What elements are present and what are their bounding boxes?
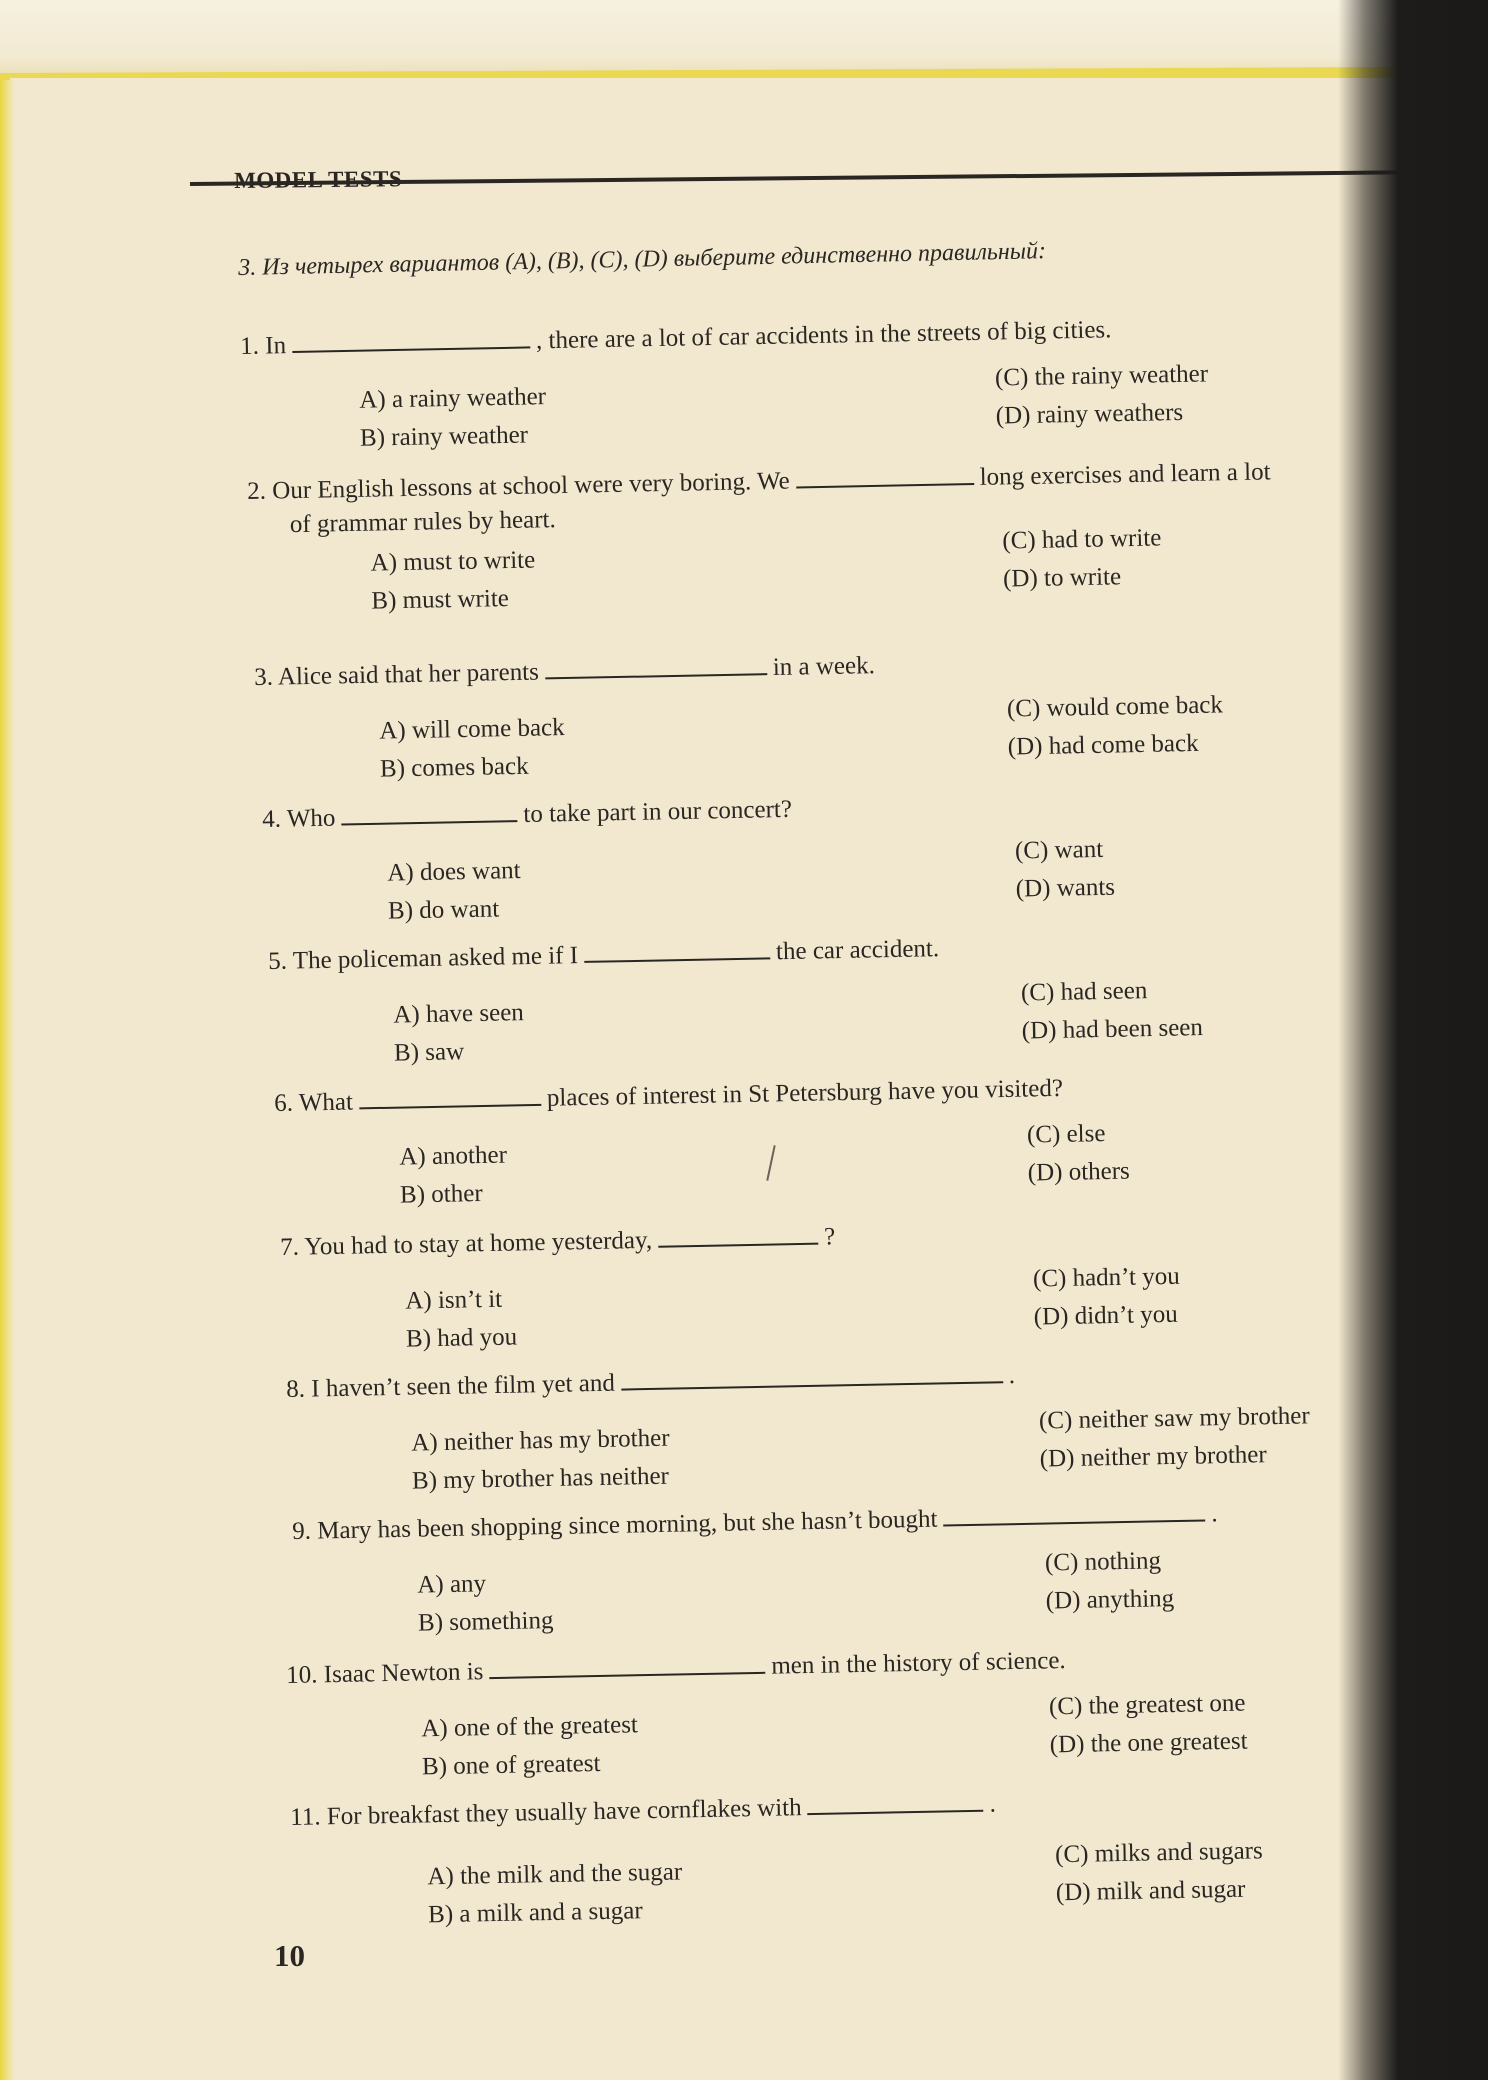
option-b: B) do want bbox=[387, 895, 500, 925]
question-stem-start: 5. The policeman asked me if I bbox=[268, 942, 579, 975]
option-c: (C) would come back bbox=[1006, 691, 1224, 723]
option-a: A) have seen bbox=[393, 999, 525, 1029]
question-3 bbox=[254, 652, 1224, 783]
option-c: (C) the rainy weather bbox=[994, 360, 1209, 392]
question-2 bbox=[247, 458, 1273, 628]
option-d: (D) milk and sugar bbox=[1055, 1875, 1246, 1907]
option-c: (C) had seen bbox=[1020, 977, 1148, 1007]
option-b: B) saw bbox=[393, 1038, 465, 1067]
question-stem-start: 4. Who bbox=[262, 804, 336, 833]
question-stem-start: 1. In bbox=[240, 332, 287, 360]
option-d: (D) wants bbox=[1015, 873, 1116, 903]
option-d: (D) anything bbox=[1045, 1585, 1175, 1615]
question-stem-start: 11. For breakfast they usually have cornflakes with bbox=[290, 1794, 802, 1831]
answer-options bbox=[275, 1109, 1131, 1209]
option-c: (C) else bbox=[1026, 1120, 1106, 1149]
option-a: A) the milk and the sugar bbox=[427, 1858, 683, 1891]
answer-options bbox=[287, 1396, 1310, 1495]
option-b: B) had you bbox=[405, 1323, 518, 1353]
answer-blank bbox=[584, 956, 770, 963]
question-stem-start: 3. Alice said that her parents bbox=[254, 658, 540, 691]
option-c: (C) nothing bbox=[1044, 1547, 1162, 1577]
answer-blank bbox=[658, 1242, 818, 1248]
question-stem-end: places of interest in St Petersburg have you visited? bbox=[546, 1074, 1064, 1112]
question-11 bbox=[290, 1790, 1263, 1929]
question-stem-start: 6. What bbox=[274, 1088, 354, 1117]
answer-blank bbox=[489, 1671, 765, 1679]
option-b: B) other bbox=[399, 1180, 483, 1209]
option-c: (C) the greatest one bbox=[1048, 1689, 1246, 1721]
answer-options bbox=[287, 1681, 1248, 1781]
question-stem-start: 2. Our English lessons at school were very boring. We bbox=[247, 467, 790, 505]
option-b: B) must write bbox=[371, 584, 510, 615]
option-d: (D) to write bbox=[1002, 563, 1122, 593]
question-stem-end: long exercises and learn a lot bbox=[979, 458, 1271, 491]
option-a: A) does want bbox=[387, 857, 521, 887]
option-b: B) rainy weather bbox=[359, 421, 529, 452]
answer-options bbox=[263, 830, 1116, 925]
binding-shadow bbox=[1338, 0, 1488, 2080]
answer-options bbox=[281, 1257, 1180, 1353]
option-b: B) a milk and a sugar bbox=[427, 1897, 643, 1929]
question-stem-start: 10. Isaac Newton is bbox=[286, 1658, 484, 1689]
question-10 bbox=[286, 1647, 1248, 1781]
option-c: (C) neither saw my brother bbox=[1038, 1402, 1310, 1435]
question-stem-end: men in the history of science. bbox=[771, 1647, 1066, 1680]
question-continuation: of grammar rules by heart. bbox=[289, 506, 556, 539]
option-a: A) neither has my brother bbox=[411, 1424, 670, 1457]
question-stem-end: the car accident. bbox=[775, 935, 940, 966]
question-7 bbox=[280, 1223, 1180, 1353]
answer-options bbox=[291, 1824, 1263, 1929]
option-a: A) a rainy weather bbox=[359, 383, 547, 414]
question-stem-end: to take part in our concert? bbox=[523, 795, 793, 828]
option-d: (D) the one greatest bbox=[1049, 1727, 1248, 1759]
option-c: (C) milks and sugars bbox=[1054, 1837, 1263, 1869]
question-9 bbox=[292, 1500, 1220, 1637]
answer-blank bbox=[341, 819, 517, 825]
question-stem-end: . bbox=[1211, 1500, 1218, 1528]
option-a: A) another bbox=[399, 1141, 508, 1171]
option-a: A) must to write bbox=[370, 546, 536, 577]
answer-blank bbox=[796, 482, 974, 488]
question-4 bbox=[262, 795, 1116, 925]
answer-blank bbox=[944, 1518, 1206, 1526]
question-5 bbox=[268, 935, 1204, 1067]
question-stem-start: 7. You had to stay at home yesterday, bbox=[280, 1226, 653, 1261]
option-a: A) will come back bbox=[379, 714, 565, 745]
option-d: (D) didn’t you bbox=[1033, 1300, 1178, 1331]
question-stem-start: 8. I haven’t seen the film yet and bbox=[286, 1369, 616, 1403]
option-d: (D) others bbox=[1027, 1157, 1131, 1187]
option-b: B) one of greatest bbox=[421, 1749, 601, 1781]
question-1 bbox=[240, 316, 1209, 452]
option-c: (C) had to write bbox=[1002, 524, 1162, 555]
option-b: B) my brother has neither bbox=[411, 1462, 670, 1495]
answer-blank bbox=[621, 1380, 1003, 1390]
option-d: (D) had come back bbox=[1007, 729, 1199, 761]
task-instruction: 3. Из четырех вариантов (A), (B), (C), (D) выберите единственно правильный: bbox=[238, 238, 1047, 281]
option-c: (C) hadn’t you bbox=[1032, 1262, 1180, 1293]
answer-options bbox=[255, 686, 1224, 783]
page-number: 10 bbox=[274, 1938, 305, 1973]
option-c: (C) want bbox=[1014, 835, 1104, 865]
option-d: (D) neither my brother bbox=[1039, 1441, 1267, 1473]
option-a: A) isn’t it bbox=[405, 1285, 503, 1315]
answer-blank bbox=[292, 345, 530, 353]
question-stem-end: . bbox=[1008, 1362, 1016, 1390]
yellow-left-edge bbox=[0, 80, 14, 2080]
answer-options bbox=[241, 350, 1209, 452]
question-stem-start: 9. Mary has been shopping since morning, but she hasn’t bought bbox=[292, 1505, 938, 1545]
question-stem-end: . bbox=[989, 1790, 997, 1818]
option-a: A) one of the greatest bbox=[421, 1711, 639, 1743]
running-header: MODEL TESTS bbox=[234, 166, 403, 193]
question-6 bbox=[274, 1074, 1131, 1209]
question-stem-end: , there are a lot of car accidents in the streets of big cities. bbox=[535, 316, 1112, 355]
answer-options bbox=[269, 969, 1204, 1067]
answer-blank bbox=[808, 1809, 984, 1815]
question-stem-end: in a week. bbox=[772, 652, 876, 682]
option-a: A) any bbox=[417, 1570, 487, 1599]
answer-blank bbox=[359, 1103, 541, 1109]
option-d: (D) had been seen bbox=[1021, 1014, 1204, 1045]
answer-blank bbox=[545, 672, 767, 679]
option-b: B) comes back bbox=[379, 752, 529, 783]
option-d: (D) rainy weathers bbox=[995, 398, 1184, 430]
question-8 bbox=[286, 1362, 1310, 1495]
question-stem-end: ? bbox=[823, 1223, 836, 1251]
option-b: B) something bbox=[417, 1607, 554, 1637]
